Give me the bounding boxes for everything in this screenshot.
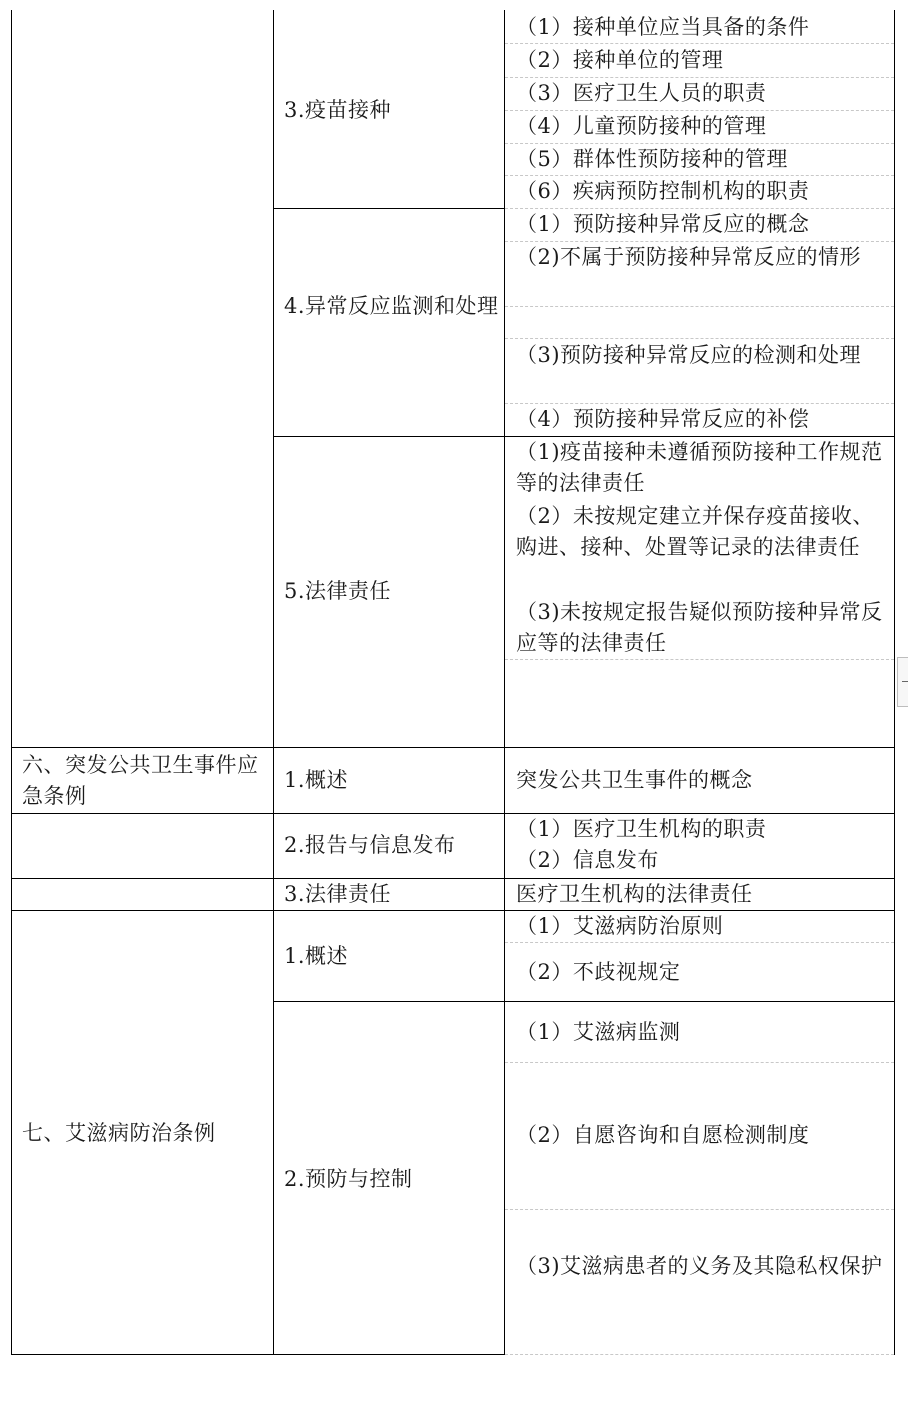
subrow-separator — [505, 1354, 894, 1355]
point-cell: （2)不属于预防接种异常反应的情形 — [516, 245, 862, 269]
item-cell: 2.预防与控制 — [284, 1167, 413, 1191]
row-divider — [11, 910, 895, 911]
row-divider — [273, 1001, 895, 1002]
row-divider — [11, 747, 895, 748]
table-border-left — [11, 10, 12, 1355]
item-cell: 2.报告与信息发布 — [284, 833, 456, 857]
item-cell: 1.概述 — [284, 768, 349, 792]
chapter-cell: 六、突发公共卫生事件应急条例 — [22, 753, 259, 808]
item-cell: 1.概述 — [284, 944, 349, 968]
scroll-edge-handle[interactable] — [897, 657, 908, 707]
point-cell: （1）接种单位应当具备的条件 — [516, 15, 810, 39]
row-divider — [273, 208, 505, 209]
subrow-separator — [505, 1062, 894, 1063]
table-divider-col2 — [504, 10, 505, 1355]
table-border-right — [894, 10, 895, 1355]
subrow-separator — [505, 1209, 894, 1210]
point-cell: （4）预防接种异常反应的补偿 — [516, 407, 810, 431]
point-cell: （1）医疗卫生机构的职责 — [516, 817, 767, 841]
item-cell: 4.异常反应监测和处理 — [284, 294, 499, 318]
item-cell: 3.疫苗接种 — [284, 98, 392, 122]
point-cell: （5）群体性预防接种的管理 — [516, 147, 788, 171]
point-cell: （1）艾滋病监测 — [516, 1020, 681, 1044]
point-cell: （6）疾病预防控制机构的职责 — [516, 179, 810, 203]
point-cell: （1）艾滋病防治原则 — [516, 914, 724, 938]
chapter-cell: 七、艾滋病防治条例 — [22, 1121, 216, 1145]
item-cell: 5.法律责任 — [284, 579, 392, 603]
point-cell: （2）接种单位的管理 — [516, 48, 724, 72]
point-cell: （1）预防接种异常反应的概念 — [516, 212, 810, 236]
point-cell: 医疗卫生机构的法律责任 — [516, 882, 753, 906]
subrow-separator — [505, 659, 894, 660]
table-border-bottom — [11, 1354, 505, 1355]
point-cell: （3)未按规定报告疑似预防接种异常反应等的法律责任 — [516, 600, 883, 655]
point-cell: 突发公共卫生事件的概念 — [516, 768, 753, 792]
point-cell: （1)疫苗接种未遵循预防接种工作规范等的法律责任 — [516, 440, 883, 495]
point-cell: （2）自愿咨询和自愿检测制度 — [516, 1123, 810, 1147]
point-cell: （4）儿童预防接种的管理 — [516, 114, 767, 138]
point-cell: （2）未按规定建立并保存疫苗接收、购进、接种、处置等记录的法律责任 — [516, 504, 874, 559]
point-cell: （2）信息发布 — [516, 848, 659, 872]
item-cell: 3.法律责任 — [284, 882, 392, 906]
table-divider-col1 — [273, 10, 274, 1355]
point-cell: （3）医疗卫生人员的职责 — [516, 81, 767, 105]
row-divider — [11, 878, 895, 879]
point-cell: （2）不歧视规定 — [516, 960, 681, 984]
subrow-separator — [505, 942, 894, 943]
point-cell: （3)预防接种异常反应的检测和处理 — [516, 343, 862, 367]
subrow-separator — [505, 306, 894, 307]
point-cell: （3)艾滋病患者的义务及其隐私权保护 — [516, 1254, 883, 1278]
subrow-separator — [505, 43, 894, 44]
subrow-separator — [505, 338, 894, 339]
